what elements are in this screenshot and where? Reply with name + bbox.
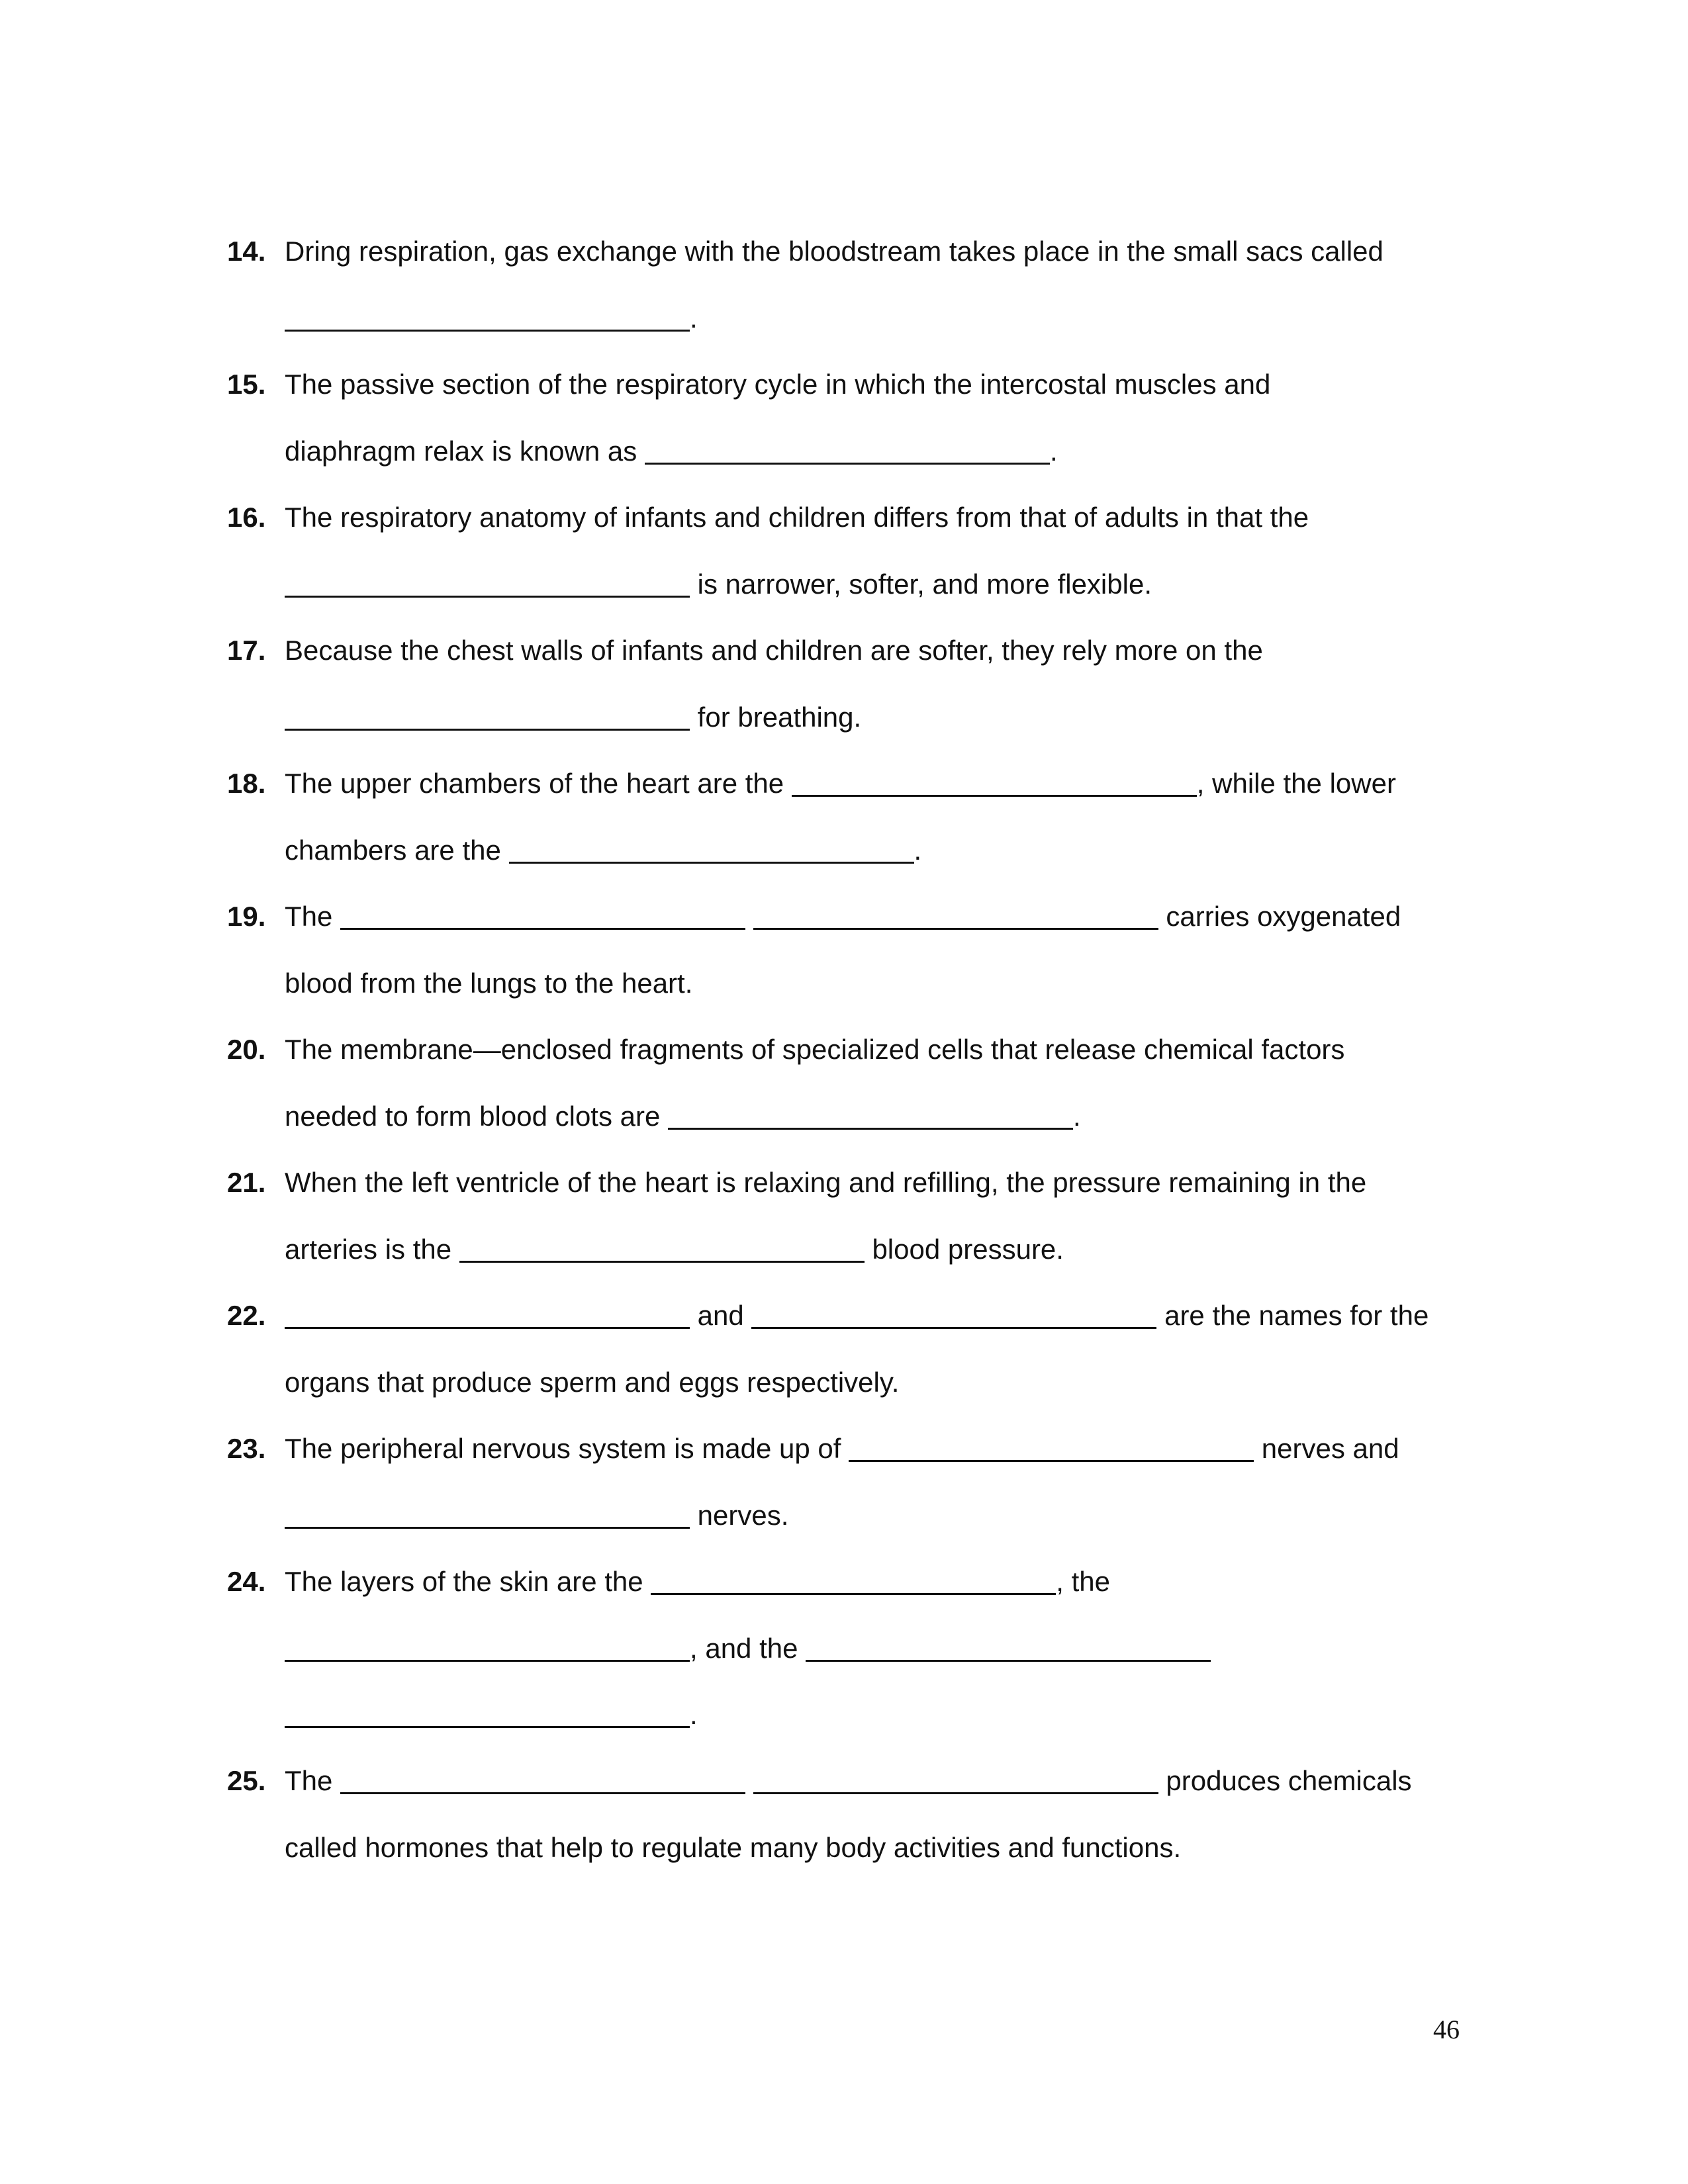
answer-blank[interactable] xyxy=(753,903,1158,930)
question-text: diaphragm relax is known as xyxy=(285,435,645,467)
question-text: are the names for the xyxy=(1156,1300,1429,1331)
question-text: Because the chest walls of infants and children are softer, they rely more on the xyxy=(285,635,1263,666)
question-text: needed to form blood clots are xyxy=(285,1101,669,1132)
question-19-line-2 xyxy=(285,967,692,1000)
question-text: The passive section of the respiratory cycle in which the intercostal muscles and xyxy=(285,369,1271,400)
question-number: 16. xyxy=(227,502,266,533)
question-text: . xyxy=(1073,1101,1081,1132)
question-text: The peripheral nervous system is made up of xyxy=(285,1433,849,1464)
question-text xyxy=(745,901,753,932)
answer-blank[interactable] xyxy=(459,1236,865,1263)
question-21-line-1 xyxy=(285,1166,1366,1199)
question-text: , the xyxy=(1056,1566,1111,1597)
page-number: 46 xyxy=(1433,2015,1460,2044)
question-14-line-1 xyxy=(285,235,1383,268)
answer-blank[interactable] xyxy=(285,1701,690,1728)
question-21-line-2 xyxy=(285,1233,1064,1266)
question-text: produces chemicals xyxy=(1158,1765,1412,1796)
question-number: 24. xyxy=(227,1566,266,1597)
question-text: nerves and xyxy=(1254,1433,1399,1464)
question-text: blood from the lungs to the heart. xyxy=(285,968,693,999)
question-16-line-2 xyxy=(285,568,1152,601)
question-text: Dring respiration, gas exchange with the bloodstream takes place in the small sacs called xyxy=(285,236,1383,267)
answer-blank[interactable] xyxy=(340,1767,745,1794)
answer-blank[interactable] xyxy=(753,1767,1158,1794)
answer-blank[interactable] xyxy=(806,1635,1211,1662)
question-16-line-1 xyxy=(285,501,1309,534)
answer-blank[interactable] xyxy=(285,304,690,332)
question-text: , while the lower xyxy=(1196,768,1396,799)
question-number: 20. xyxy=(227,1034,266,1065)
question-text: chambers are the xyxy=(285,835,509,866)
question-text xyxy=(745,1765,753,1796)
answer-blank[interactable] xyxy=(751,1302,1156,1329)
question-23-line-1 xyxy=(285,1432,1399,1465)
answer-blank[interactable] xyxy=(849,1435,1254,1462)
question-text: The respiratory anatomy of infants and children differs from that of adults in that the xyxy=(285,502,1309,533)
question-number: 17. xyxy=(227,635,266,666)
question-22-line-2 xyxy=(285,1366,899,1399)
question-14-line-2 xyxy=(285,302,698,335)
question-number: 18. xyxy=(227,768,266,799)
question-text: The upper chambers of the heart are the xyxy=(285,768,792,799)
answer-blank[interactable] xyxy=(285,1502,690,1529)
question-15-line-1 xyxy=(285,368,1270,401)
question-text: nerves. xyxy=(690,1500,789,1531)
question-text: The layers of the skin are the xyxy=(285,1566,651,1597)
answer-blank[interactable] xyxy=(285,1635,690,1662)
answer-blank[interactable] xyxy=(340,903,745,930)
question-text: carries oxygenated xyxy=(1158,901,1401,932)
question-text: , and the xyxy=(690,1633,806,1664)
question-number: 25. xyxy=(227,1765,266,1796)
question-number: 15. xyxy=(227,369,266,400)
question-24-line-1 xyxy=(285,1565,1110,1598)
question-text: . xyxy=(914,835,922,866)
answer-blank[interactable] xyxy=(651,1568,1056,1595)
question-number: 14. xyxy=(227,236,266,267)
question-number: 23. xyxy=(227,1433,266,1464)
question-text: for breathing. xyxy=(690,702,862,733)
question-text: . xyxy=(1049,435,1058,467)
question-text: When the left ventricle of the heart is relaxing and refilling, the pressure remaining in the xyxy=(285,1167,1367,1198)
question-24-line-2 xyxy=(285,1632,1211,1665)
question-text: is narrower, softer, and more flexible. xyxy=(690,569,1152,600)
question-17-line-1 xyxy=(285,634,1263,667)
question-text: The membrane—enclosed fragments of specialized cells that release chemical factors xyxy=(285,1034,1345,1065)
question-text: The xyxy=(285,1765,341,1796)
question-23-line-2 xyxy=(285,1499,788,1532)
answer-blank[interactable] xyxy=(792,770,1197,797)
answer-blank[interactable] xyxy=(285,704,690,731)
question-25-line-2 xyxy=(285,1831,1181,1864)
question-text: organs that produce sperm and eggs respectively. xyxy=(285,1367,900,1398)
question-22-line-1 xyxy=(285,1299,1429,1332)
question-text: and xyxy=(690,1300,752,1331)
answer-blank[interactable] xyxy=(668,1103,1073,1130)
question-18-line-1 xyxy=(285,767,1396,800)
answer-blank[interactable] xyxy=(509,837,914,864)
question-text: The xyxy=(285,901,341,932)
question-text: arteries is the xyxy=(285,1234,459,1265)
question-text: called hormones that help to regulate many body activities and functions. xyxy=(285,1832,1182,1863)
answer-blank[interactable] xyxy=(645,437,1050,465)
question-18-line-2 xyxy=(285,834,921,867)
answer-blank[interactable] xyxy=(285,1302,690,1329)
question-17-line-2 xyxy=(285,701,861,734)
question-19-line-1 xyxy=(285,900,1401,933)
question-20-line-1 xyxy=(285,1033,1344,1066)
question-25-line-1 xyxy=(285,1764,1412,1797)
question-number: 19. xyxy=(227,901,266,932)
question-text: . xyxy=(690,1699,698,1730)
question-number: 21. xyxy=(227,1167,266,1198)
answer-blank[interactable] xyxy=(285,570,690,598)
question-15-line-2 xyxy=(285,435,1058,468)
question-24-line-3 xyxy=(285,1698,698,1731)
question-20-line-2 xyxy=(285,1100,1081,1133)
question-text: . xyxy=(690,302,698,334)
question-text: blood pressure. xyxy=(864,1234,1064,1265)
question-number: 22. xyxy=(227,1300,266,1331)
